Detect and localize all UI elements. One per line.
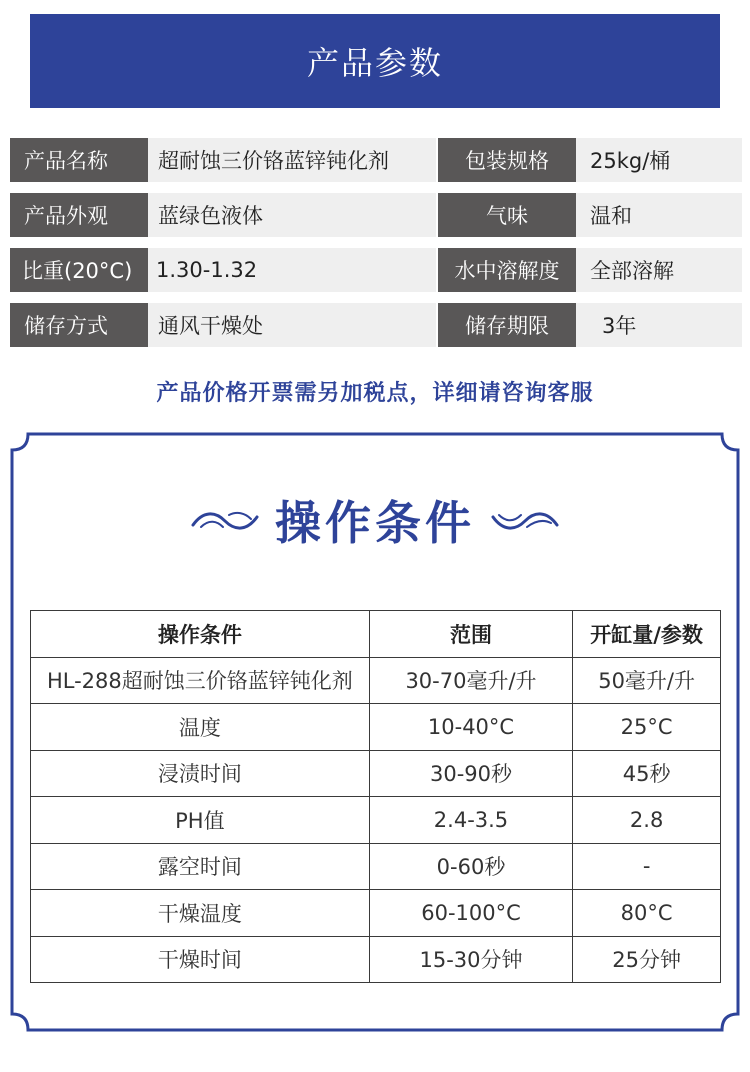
param-label: 储存期限: [438, 303, 576, 347]
param-label: 气味: [438, 193, 576, 237]
param-row: [10, 248, 742, 292]
param-value: 超耐蚀三价铬蓝锌钝化剂: [148, 138, 436, 182]
table-cell: 25°C: [573, 704, 721, 751]
table-row: [31, 704, 721, 751]
table-row: [31, 843, 721, 890]
param-label: 比重(20°C): [10, 248, 148, 292]
table-row: [31, 797, 721, 844]
table-row: [31, 750, 721, 797]
param-label: 储存方式: [10, 303, 148, 347]
table-row: [31, 657, 721, 704]
column-header: 开缸量/参数: [573, 611, 721, 658]
param-value: 3年: [576, 303, 742, 347]
table-cell: 45秒: [573, 750, 721, 797]
table-cell: 干燥温度: [31, 890, 370, 937]
swirl-ornament-icon: [489, 505, 561, 535]
table-header-row: [31, 611, 721, 658]
table-cell: PH值: [31, 797, 370, 844]
banner-title: 产品参数: [306, 44, 443, 82]
param-label: 产品外观: [10, 193, 148, 237]
param-row: [10, 303, 742, 347]
param-label: 产品名称: [10, 138, 148, 182]
table-cell: 露空时间: [31, 843, 370, 890]
operating-title: [0, 490, 750, 550]
table-cell: HL-288超耐蚀三价铬蓝锌钝化剂: [31, 657, 370, 704]
param-row: [10, 138, 742, 182]
table-cell: 浸渍时间: [31, 750, 370, 797]
section-title-text: 操作条件: [275, 496, 475, 550]
table-cell: 干燥时间: [31, 936, 370, 983]
table-cell: 80°C: [573, 890, 721, 937]
param-value: 25kg/桶: [576, 138, 742, 182]
table-cell: 30-70毫升/升: [369, 657, 572, 704]
table-cell: 0-60秒: [369, 843, 572, 890]
param-label: 水中溶解度: [438, 248, 576, 292]
table-cell: 10-40°C: [369, 704, 572, 751]
price-notice: 产品价格开票需另加税点，详细请咨询客服: [156, 381, 594, 406]
operating-table: [30, 610, 721, 983]
table-cell: 2.4-3.5: [369, 797, 572, 844]
table-cell: 30-90秒: [369, 750, 572, 797]
param-value: 温和: [576, 193, 742, 237]
param-value: 蓝绿色液体: [148, 193, 436, 237]
product-params-banner: [30, 14, 720, 108]
table-cell: -: [573, 843, 721, 890]
column-header: 范围: [369, 611, 572, 658]
param-value: 全部溶解: [576, 248, 742, 292]
table-cell: 2.8: [573, 797, 721, 844]
param-value: 通风干燥处: [148, 303, 436, 347]
param-label: 包装规格: [438, 138, 576, 182]
param-row: [10, 193, 742, 237]
table-cell: 15-30分钟: [369, 936, 572, 983]
table-cell: 50毫升/升: [573, 657, 721, 704]
param-value: 1.30-1.32: [148, 248, 436, 292]
column-header: 操作条件: [31, 611, 370, 658]
swirl-ornament-icon: [189, 505, 261, 535]
table-row: [31, 890, 721, 937]
table-cell: 温度: [31, 704, 370, 751]
table-cell: 60-100°C: [369, 890, 572, 937]
table-row: [31, 936, 721, 983]
table-cell: 25分钟: [573, 936, 721, 983]
